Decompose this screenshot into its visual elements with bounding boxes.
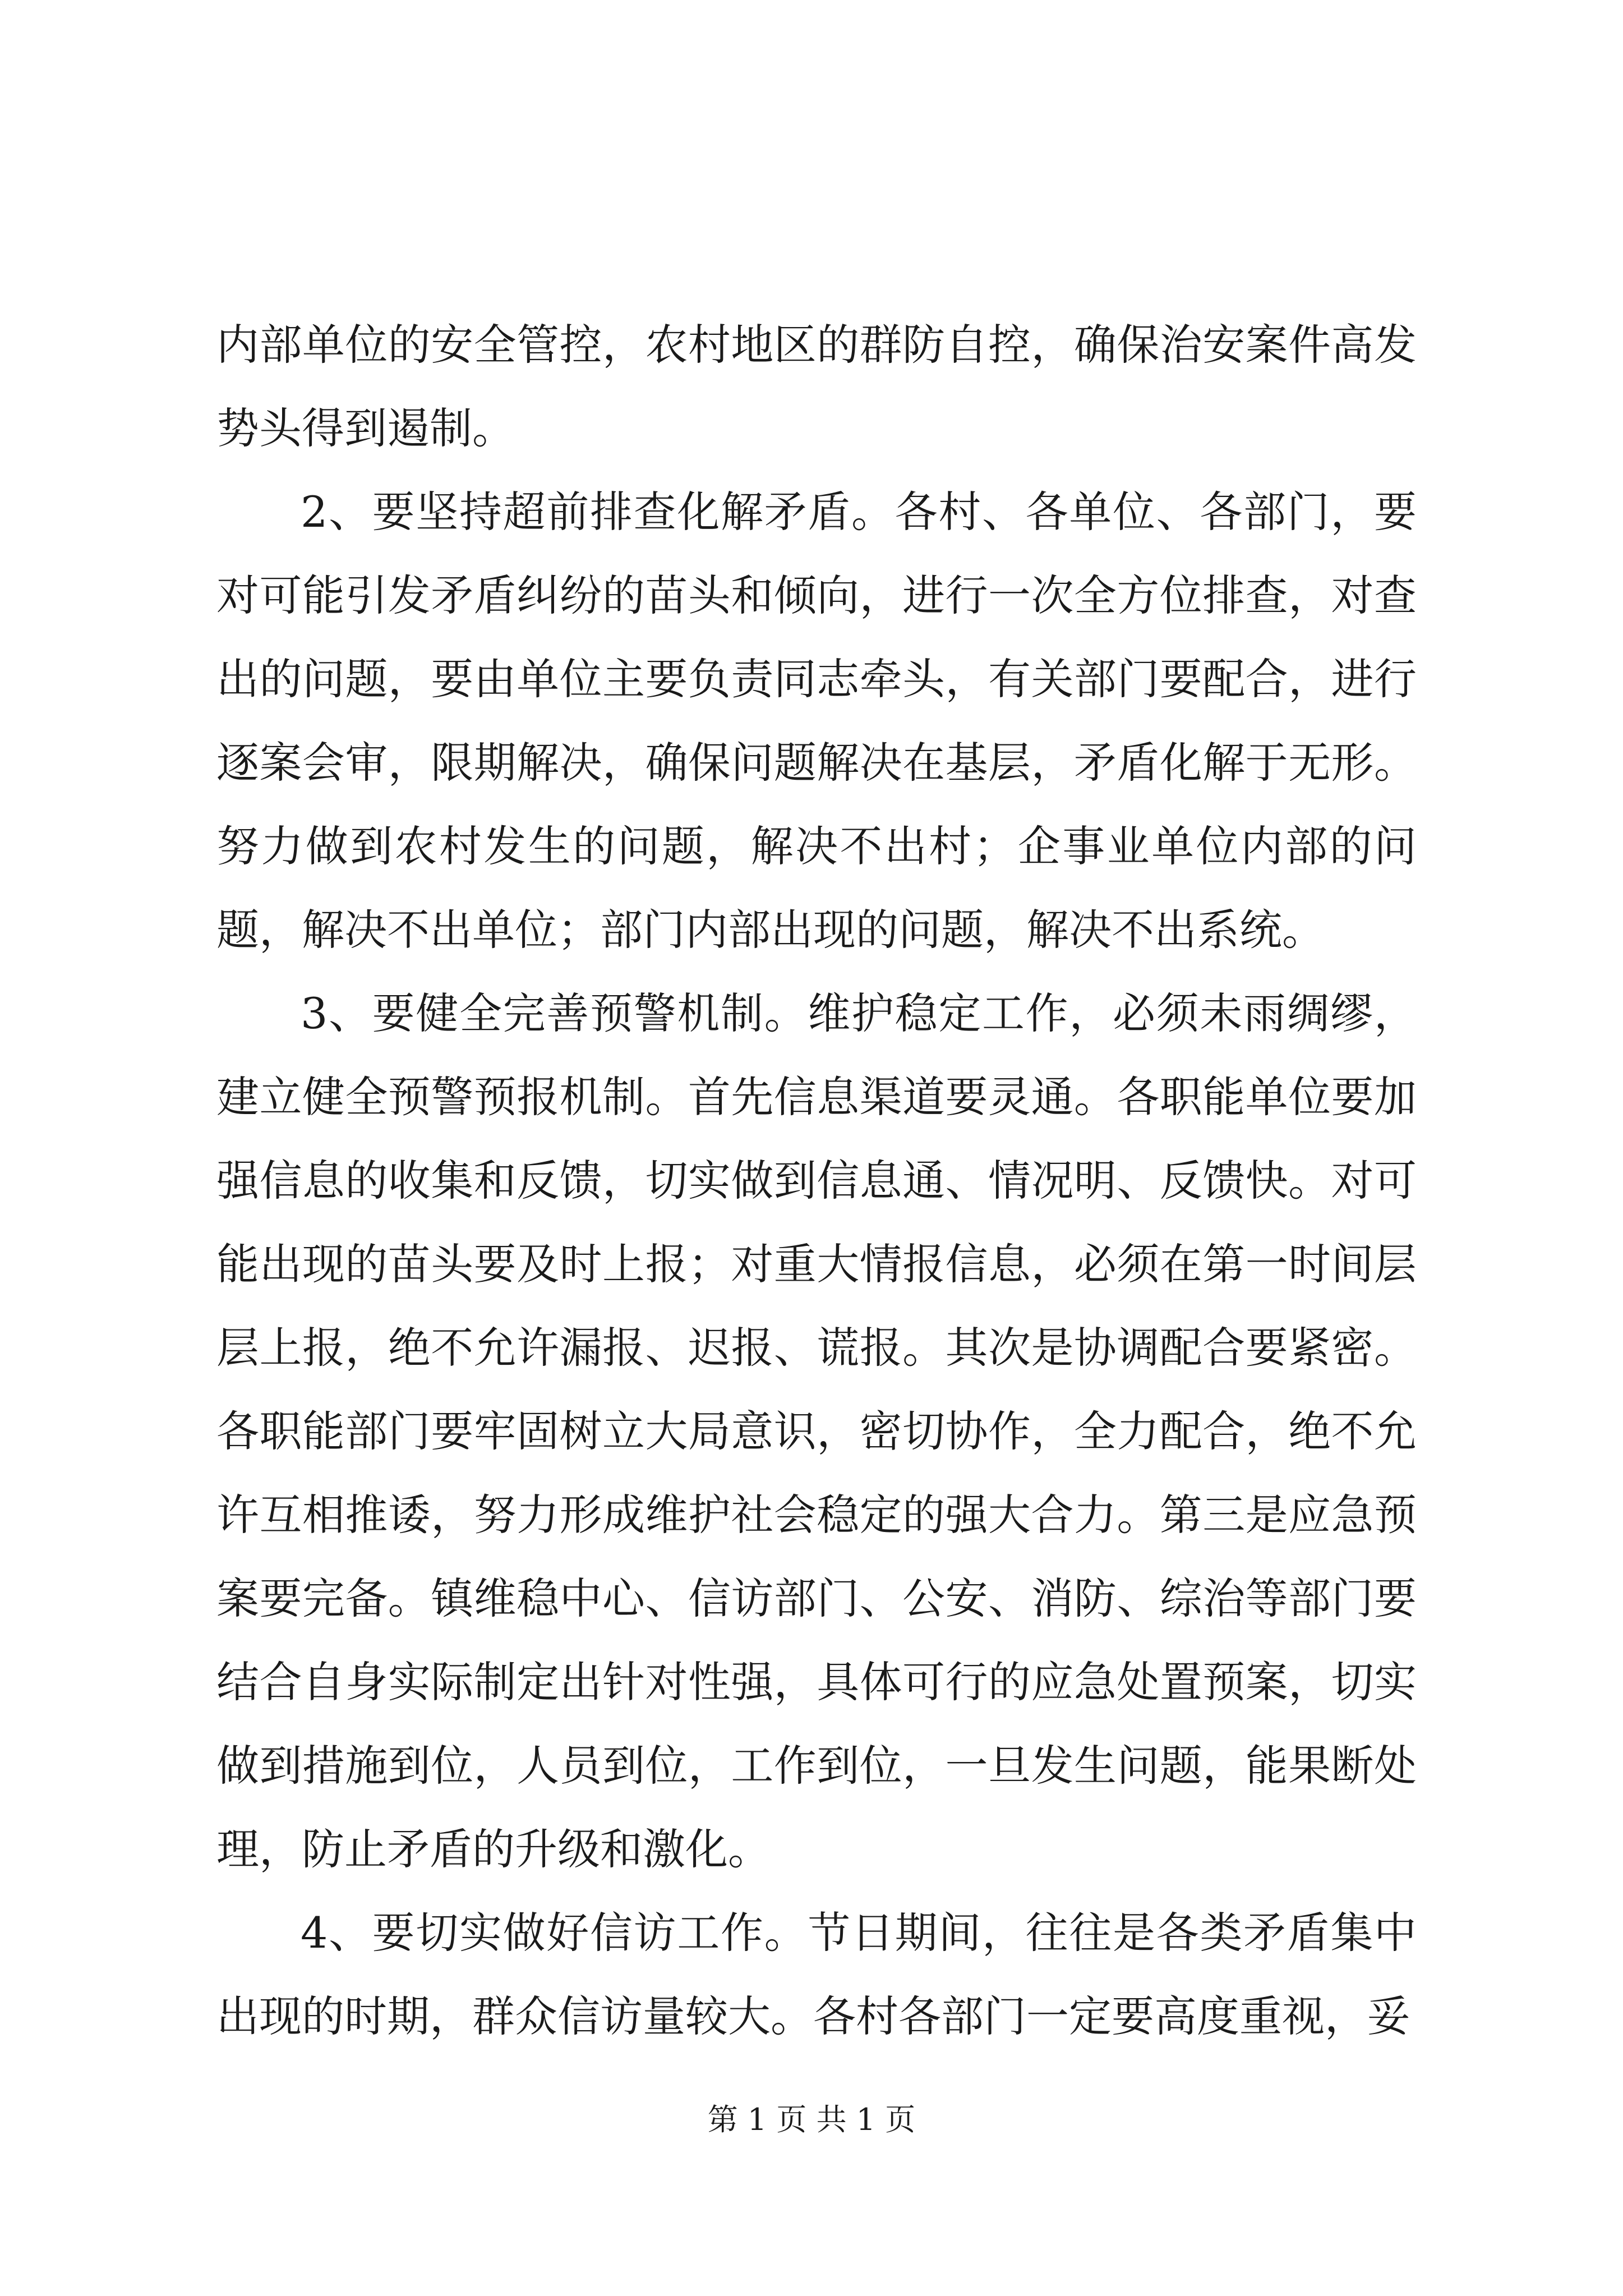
- document-body: [216, 303, 1417, 2058]
- paragraph-item-2: 2、要坚持超前排查化解矛盾。各村、各单位、各部门，要对可能引发矛盾纠纷的苗头和倾向，进行一次全方位排查，对查出的问题，要由单位主要负责同志牵头，有关部门要配合，进行逐案会审，限期解决，确保问题解决在基层，矛盾化解于无形。努力做到农村发生的问题，解决不出村；企事业单位内部的问题，解决不出单位；部门内部出现的问题，解决不出系统。: [216, 487, 1417, 955]
- page-footer: 第 1 页 共 1 页: [707, 2102, 916, 2137]
- paragraph-item-4: 4、要切实做好信访工作。节日期间，往往是各类矛盾集中出现的时期，群众信访量较大。各村各部门一定要高度重视，妥: [216, 1908, 1417, 2041]
- paragraph-continuation: 内部单位的安全管控，农村地区的群防自控，确保治安案件高发势头得到遏制。: [216, 320, 1417, 453]
- paragraph-item-3: 3、要健全完善预警机制。维护稳定工作，必须未雨绸缪，建立健全预警预报机制。首先信息渠道要灵通。各职能单位要加强信息的收集和反馈，切实做到信息通、情况明、反馈快。对可能出现的苗头要及时上报；对重大情报信息，必须在第一时间层层上报，绝不允许漏报、迟报、谎报。其次是协调配合要紧密。各职能部门要牢固树立大局意识，密切协作，全力配合，绝不允许互相推诿，努力形成维护社会稳定的强大合力。第三是应急预案要完备。镇维稳中心、信访部门、公安、消防、综治等部门要结合自身实际制定出针对性强，具体可行的应急处置预案，切实做到措施到位，人员到位，工作到位，一旦发生问题，能果断处理，防止矛盾的升级和激化。: [216, 988, 1417, 1874]
